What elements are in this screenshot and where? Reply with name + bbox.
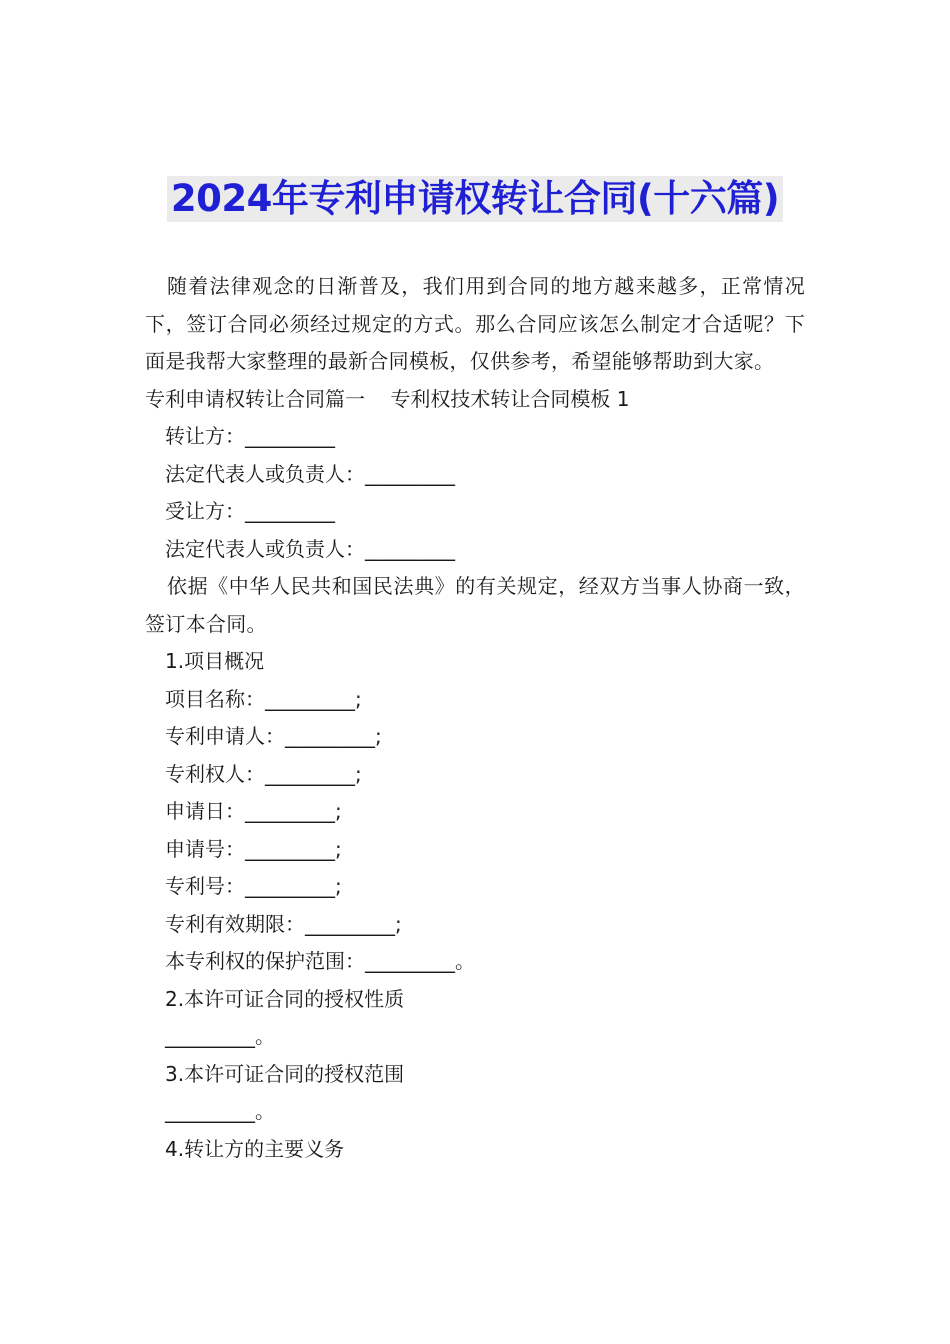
party-transferee: 受让方：_________ bbox=[165, 499, 335, 523]
field-patent-number: 专利号：_________; bbox=[165, 874, 342, 898]
basis-paragraph: 依据《中华人民共和国民法典》的有关规定，经双方当事人协商一致，签订本合同。 bbox=[145, 574, 805, 636]
field-protection-scope: 本专利权的保护范围：_________。 bbox=[165, 949, 475, 973]
field-patent-applicant: 专利申请人：_________; bbox=[165, 724, 382, 748]
title-container bbox=[0, 176, 950, 222]
field-project-name: 项目名称：_________; bbox=[165, 686, 362, 711]
clause-heading: 2.本许可证合同的授权性质 bbox=[165, 986, 405, 1011]
party-transferor-representative: 法定代表人或负责人：_________ bbox=[165, 461, 455, 486]
party-transferee-representative: 法定代表人或负责人：_________ bbox=[165, 536, 455, 561]
blank-line: _________。 bbox=[165, 1024, 275, 1048]
clause-heading: 3.本许可证合同的授权范围 bbox=[165, 1061, 405, 1086]
field-patentee: 专利权人：_________; bbox=[165, 761, 362, 786]
document-body bbox=[145, 268, 805, 1168]
clause-heading: 1.项目概况 bbox=[165, 649, 265, 673]
blank-line: _________。 bbox=[165, 1099, 275, 1123]
document-title: 2024年专利申请权转让合同(十六篇) bbox=[167, 176, 783, 222]
party-transferor: 转让方：_________ bbox=[165, 424, 335, 448]
field-application-number: 申请号：_________; bbox=[165, 836, 342, 861]
field-validity-period: 专利有效期限：_________; bbox=[165, 911, 402, 936]
clause-heading: 4.转让方的主要义务 bbox=[165, 1136, 345, 1161]
intro-paragraph: 随着法律观念的日渐普及，我们用到合同的地方越来越多，正常情况下，签订合同必须经过规定的方式。那么合同应该怎么制定才合适呢？下面是我帮大家整理的最新合同模板，仅供参考，希望能够帮助到大家。 bbox=[145, 274, 805, 373]
section-heading: 专利申请权转让合同篇一 专利权技术转让合同模板 1 bbox=[145, 386, 630, 411]
field-application-date: 申请日：_________; bbox=[165, 799, 342, 823]
